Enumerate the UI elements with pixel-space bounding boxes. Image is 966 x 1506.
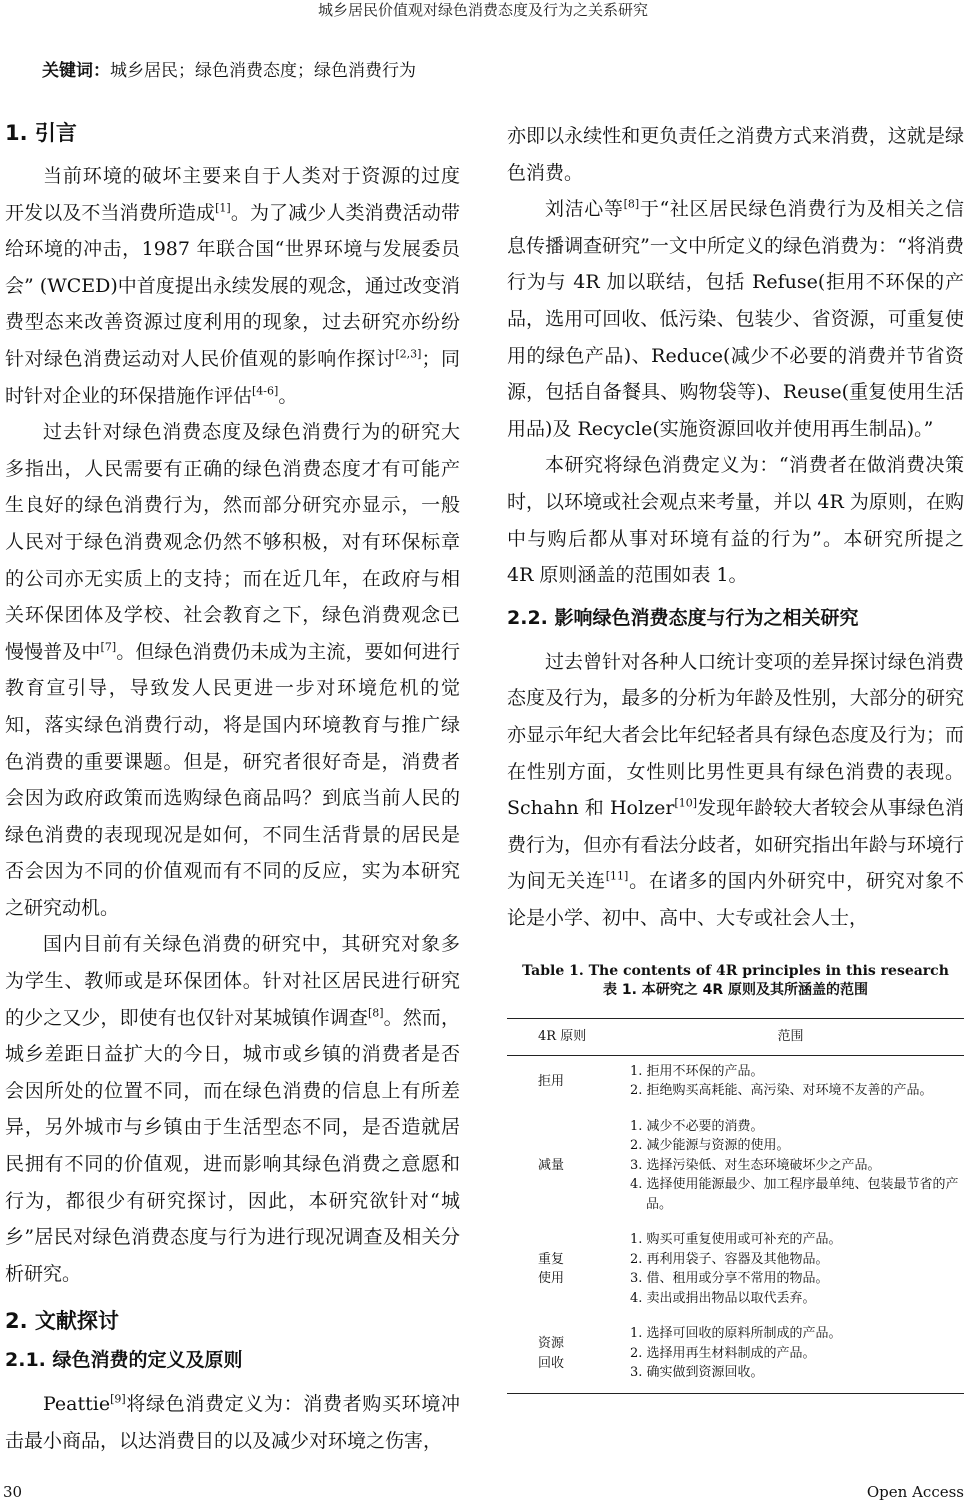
citation-ref: [8]: [367, 1006, 384, 1020]
paragraph: [507, 447, 964, 593]
text-run: 亦即以永续性和更负责任之消费方式来消费，这就是绿色消费。: [507, 125, 964, 184]
citation-ref: [1]: [215, 201, 231, 215]
citation-ref: [2,3]: [395, 347, 422, 361]
scope-item: 2. 拒绝购买高耗能、高污染、对环境不友善的产品。: [630, 1083, 933, 1099]
citation-ref: [4-6]: [252, 384, 279, 398]
scope-item: 4. 选择使用能源最少、加工程序最单纯、包装最节省的产品。: [630, 1177, 959, 1212]
scope-item: 3. 选择污染低、对生态环境破坏少之产品。: [630, 1157, 881, 1173]
table-cell-principle: 减量: [538, 1157, 565, 1173]
scope-item: 1. 选择可回收的原料所制成的产品。: [630, 1326, 842, 1342]
paragraph: [5, 414, 460, 926]
text-run: 。然而，城乡差距日益扩大的今日，城市或乡镇的消费者是否会因所处的位置不同，而在绿色消费的信息上有所差异，另外城市与乡镇由于生活型态不同，是否造就居民拥有不同的价值观，进而影响其绿色消费之意愿和行为，都很少有研究探讨，因此，本研究欲针对“城乡”居民对绿色消费态度与行为进行现况调查及相关分析研究。: [5, 1006, 460, 1285]
text-run: 当前环境的破坏主要来自于人类对于资源的过度开发以及不当消费所造成: [5, 165, 460, 224]
page-number: 30: [3, 1482, 23, 1501]
table-row: [507, 1224, 964, 1318]
paragraph: [5, 158, 460, 414]
citation-ref: [11]: [605, 869, 629, 883]
citation-ref: [8]: [623, 197, 640, 211]
scope-item: 1. 拒用不环保的产品。: [630, 1063, 764, 1079]
scope-item: 4. 卖出或捐出物品以取代丢弃。: [630, 1290, 816, 1306]
text-run: 国内目前有关绿色消费的研究中，其研究对象多为学生、教师或是环保团体。针对社区居民进行研究的少之又少，即使有也仅针对某城镇作调查: [5, 933, 460, 1029]
citation-ref: [10]: [674, 796, 697, 810]
running-title: 城乡居民价值观对绿色消费态度及行为之关系研究: [317, 1, 648, 19]
scope-item: 3. 借、租用或分享不常用的物品。: [630, 1271, 829, 1287]
scope-item: 2. 再利用袋子、容器及其他物品。: [630, 1251, 829, 1267]
text-run: 。: [278, 384, 298, 407]
scope-item: 3. 确实做到资源回收。: [630, 1365, 764, 1381]
text-run: 发现年龄较大者较会从事绿色消费行为，但亦有看法分歧者，如研究指出年龄与环境行为间无关连: [507, 797, 964, 893]
text-run: 将绿色消费定义为：消费者购买环境冲击最小商品，以达消费目的以及减少对环境之伤害，: [5, 1393, 460, 1452]
citation-ref: [7]: [100, 640, 117, 654]
keywords: [42, 58, 966, 84]
table-header-principle: 4R 原则: [538, 1029, 587, 1045]
keywords-label: 关键词：: [42, 61, 110, 81]
subsection-heading-definition: 2.1. 绿色消费的定义及原则: [5, 1349, 243, 1372]
table-cell-scope: [630, 1230, 964, 1308]
text-run: 。为了减少人类消费活动带给环境的冲击，1987 年联合国“世界环境与发展委员会” (WCED)中首度提出永续发展的观念，通过改变消费型态来改善资源过度利用的现象，过去研究亦纷纷针对绿色消费运动对人民价值观的影响作探讨: [5, 201, 460, 370]
table-cell-principle: 重复 使用: [538, 1251, 565, 1287]
text-run: 于“社区居民绿色消费行为及相关之信息传播调查研究”一文中所定义的绿色消费为：“将消费行为与 4R 加以联结，包括 Refuse(拒用不环保的产品，选用可回收、低污染、包装少、省资源，可重复使用的绿色产品)、Reduce(减少不必要的消费并节省资源，包括自备餐具、购物袋等)、Reuse(重复使用生活用品)及 Recycle(实施资源回收并使用再生制品)。”: [507, 198, 964, 440]
table-4r-principles: [507, 1018, 964, 1394]
paragraph: [507, 644, 964, 937]
table-row: [507, 1318, 964, 1393]
table-cell-principle: 拒用: [538, 1073, 565, 1089]
page-footer: [0, 1460, 966, 1506]
text-run: ；同时针对企业的环保措施作评估: [5, 347, 460, 407]
two-column-body: [0, 118, 966, 1460]
section-heading-intro: 1. 引言: [5, 121, 77, 145]
left-column: [5, 118, 460, 1460]
citation-ref: [9]: [110, 1393, 126, 1407]
table-cell-principle: 资源 回收: [538, 1336, 565, 1371]
scope-item: 2. 减少能源与资源的使用。: [630, 1138, 790, 1154]
paragraph: [507, 191, 964, 447]
text-run: Peattie: [43, 1393, 111, 1416]
table-row: [507, 1056, 964, 1111]
scope-item: 1. 购买可重复使用或可补充的产品。: [630, 1232, 842, 1248]
text-run: 过去曾针对各种人口统计变项的差异探讨绿色消费态度及行为，最多的分析为年龄及性别，大部分的研究亦显示年纪大者会比年纪轻者具有绿色态度及行为；而在性别方面，女性则比男性更具有绿色消费的表现。Schahn 和 Holzer: [507, 650, 964, 820]
paragraph: [507, 118, 964, 191]
right-column: [507, 118, 964, 1460]
table-caption: [507, 962, 964, 1000]
paragraph: [5, 1386, 460, 1459]
text-run: 。在诸多的国内外研究中，研究对象不论是小学、初中、高中、大专或社会人士，: [507, 870, 964, 929]
text-run: 刘洁心等: [545, 198, 624, 221]
table-body: [507, 1056, 964, 1393]
text-run: 。但绿色消费仍未成为主流，要如何进行教育宣引导，导致发人民更进一步对环境危机的觉知，落实绿色消费行动，将是国内环境教育与推广绿色消费的重要课题。但是，研究者很好奇是，消费者会因为政府政策而选购绿色商品吗？到底当前人民的绿色消费的表现现况是如何，不同生活背景的居民是否会因为不同的价值观而有不同的反应，实为本研究之研究动机。: [5, 640, 460, 919]
table-cell-scope: [630, 1324, 964, 1383]
table-cell-scope: [630, 1117, 964, 1215]
table-row: [507, 1111, 964, 1225]
table-caption-zh: 表 1. 本研究之 4R 原则及其所涵盖的范围: [602, 982, 869, 999]
paragraph: [5, 926, 460, 1292]
subsection-heading-related-research: 2.2. 影响绿色消费态度与行为之相关研究: [507, 606, 859, 629]
scope-item: 2. 选择用再生材料制成的产品。: [630, 1345, 816, 1361]
table-header-scope: 范围: [777, 1029, 804, 1045]
table-cell-scope: [630, 1062, 964, 1101]
text-run: 过去针对绿色消费态度及绿色消费行为的研究大多指出，人民需要有正确的绿色消费态度才有可能产生良好的绿色消费行为，然而部分研究亦显示，一般人民对于绿色消费观念仍然不够积极，对有环保标章的公司亦无实质上的支持；而在近几年，在政府与相关环保团体及学校、社会教育之下，绿色消费观念已慢慢普及中: [5, 421, 460, 663]
text-run: 本研究将绿色消费定义为：“消费者在做消费决策时，以环境或社会观点来考量，并以 4R 为原则，在购中与购后都从事对环境有益的行为”。本研究所提之 4R 原则涵盖的范围如表 1。: [507, 454, 964, 587]
keywords-text: 城乡居民；绿色消费态度；绿色消费行为: [110, 61, 416, 81]
scope-item: 1. 减少不必要的消费。: [630, 1118, 764, 1134]
table-caption-en: Table 1. The contents of 4R principles in this research: [522, 963, 949, 980]
table-header: [507, 1019, 964, 1056]
publisher-label: Open Access: [866, 1482, 964, 1501]
section-heading-literature: 2. 文献探讨: [5, 1309, 119, 1334]
